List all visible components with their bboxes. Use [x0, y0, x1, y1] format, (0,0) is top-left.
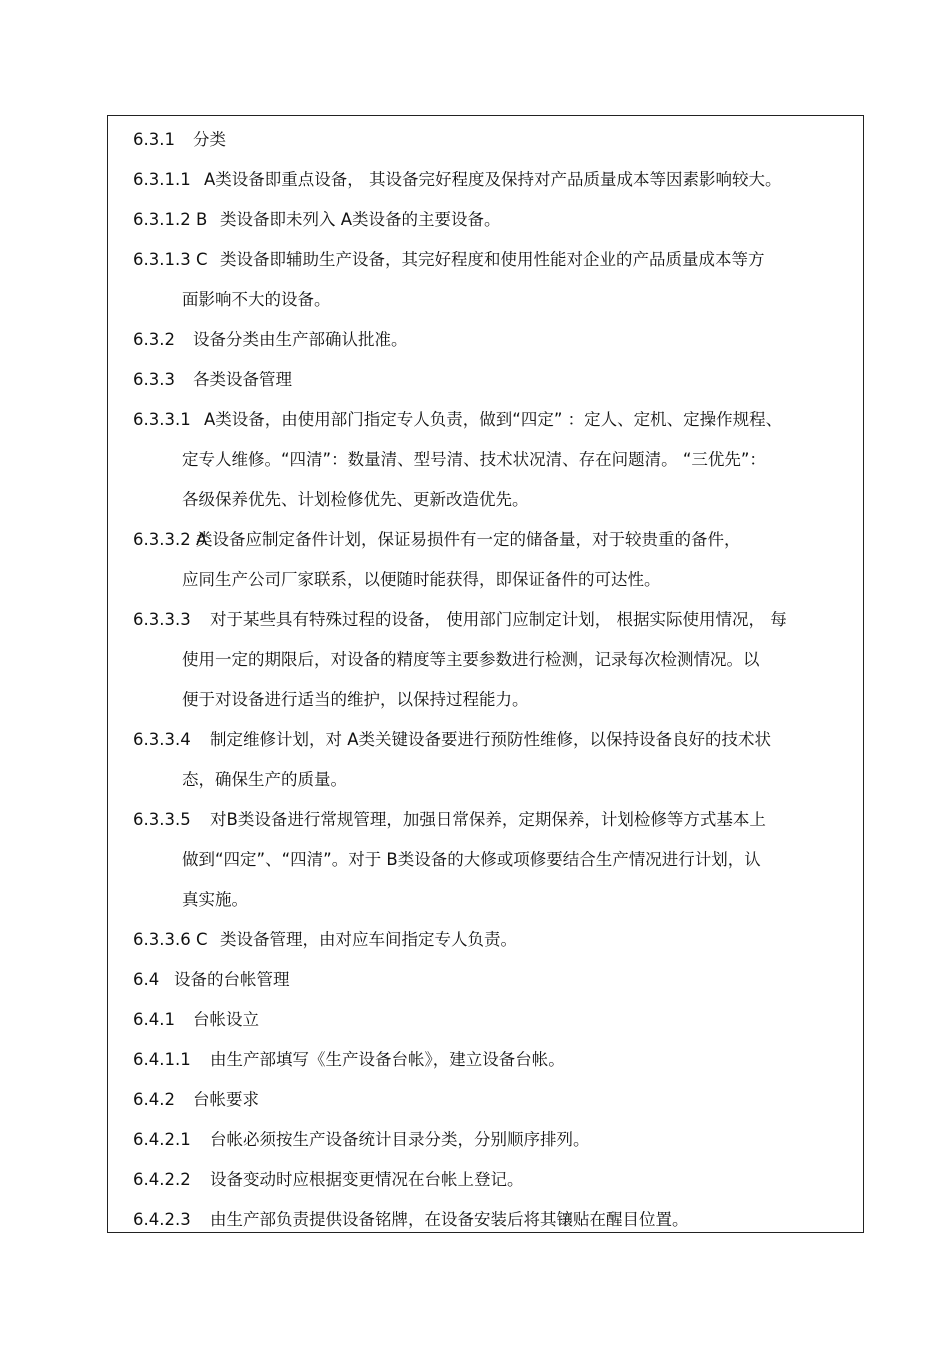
clause-text: 类设备管理，由对应车间指定专人负责。 [220, 930, 517, 949]
clause-text: 定专人维修。“四清”：数量清、型号清、技术状况清、存在问题清。 “三优先”： [182, 450, 766, 469]
clause-text: 设备变动时应根据变更情况在台帐上登记。 [210, 1170, 524, 1189]
clause-text: 便于对设备进行适当的维护，以保持过程能力。 [182, 690, 529, 709]
clause-text: 类设备即辅助生产设备，其完好程度和使用性能对企业的产品质量成本等方 [220, 250, 765, 269]
clause-number: 6.3.3.1 [133, 410, 191, 429]
clause-number: 6.4.2.3 [133, 1210, 191, 1229]
clause-text: 类设备应制定备件计划，保证易损件有一定的储备量，对于较贵重的备件， [196, 530, 741, 549]
clause-number: 6.4 [133, 970, 160, 989]
clause-number: 6.4.2.2 [133, 1170, 191, 1189]
clause-text: A类设备，由使用部门指定专人负责，做到“四定” ：定人、定机、定操作规程、 [204, 410, 783, 429]
clause-number: 6.3.3.6 C [133, 930, 208, 949]
clause-text: A类设备即重点设备， 其设备完好程度及保持对产品质量成本等因素影响较大。 [204, 170, 782, 189]
clause-text: 面影响不大的设备。 [182, 290, 331, 309]
clause-text: 设备分类由生产部确认批准。 [193, 330, 408, 349]
clause-number: 6.4.1 [133, 1010, 175, 1029]
content-frame [107, 115, 864, 1233]
clause-text: 类设备即未列入 A类设备的主要设备。 [220, 210, 501, 229]
clause-text: 使用一定的期限后，对设备的精度等主要参数进行检测，记录每次检测情况。以 [182, 650, 760, 669]
clause-number: 6.3.3 [133, 370, 175, 389]
clause-number: 6.4.2 [133, 1090, 175, 1109]
clause-text: 制定维修计划，对 A类关键设备要进行预防性维修，以保持设备良好的技术状 [210, 730, 772, 749]
clause-text: 台帐设立 [193, 1010, 259, 1029]
clause-number: 6.3.1.3 C [133, 250, 208, 269]
clause-number: 6.3.3.4 [133, 730, 191, 749]
clause-number: 6.4.2.1 [133, 1130, 191, 1149]
clause-number: 6.3.3.2 A [133, 530, 208, 549]
clause-text: 做到“四定”、“四清”。对于 B类设备的大修或项修要结合生产情况进行计划，认 [182, 850, 761, 869]
clause-number: 6.3.2 [133, 330, 175, 349]
clause-number: 6.3.3.5 [133, 810, 191, 829]
clause-text: 由生产部负责提供设备铭牌，在设备安装后将其镶贴在醒目位置。 [210, 1210, 689, 1229]
clause-text: 台帐必须按生产设备统计目录分类，分别顺序排列。 [210, 1130, 590, 1149]
clause-text: 设备的台帐管理 [174, 970, 290, 989]
clause-number: 6.3.1.2 B [133, 210, 208, 229]
clause-text: 由生产部填写《生产设备台帐》，建立设备台帐。 [210, 1050, 565, 1069]
clause-text: 分类 [193, 130, 226, 149]
clause-number: 6.3.1 [133, 130, 175, 149]
clause-number: 6.3.1.1 [133, 170, 191, 189]
clause-text: 对B类设备进行常规管理，加强日常保养，定期保养，计划检修等方式基本上 [210, 810, 766, 829]
clause-text: 各级保养优先、计划检修优先、更新改造优先。 [182, 490, 529, 509]
clause-text: 态，确保生产的质量。 [182, 770, 347, 789]
clause-text: 应同生产公司厂家联系，以便随时能获得，即保证备件的可达性。 [182, 570, 661, 589]
clause-text: 台帐要求 [193, 1090, 259, 1109]
clause-number: 6.4.1.1 [133, 1050, 191, 1069]
clause-text: 对于某些具有特殊过程的设备， 使用部门应制定计划， 根据实际使用情况， 每 [210, 610, 787, 629]
clause-text: 各类设备管理 [193, 370, 292, 389]
clause-number: 6.3.3.3 [133, 610, 191, 629]
clause-text: 真实施。 [182, 890, 248, 909]
